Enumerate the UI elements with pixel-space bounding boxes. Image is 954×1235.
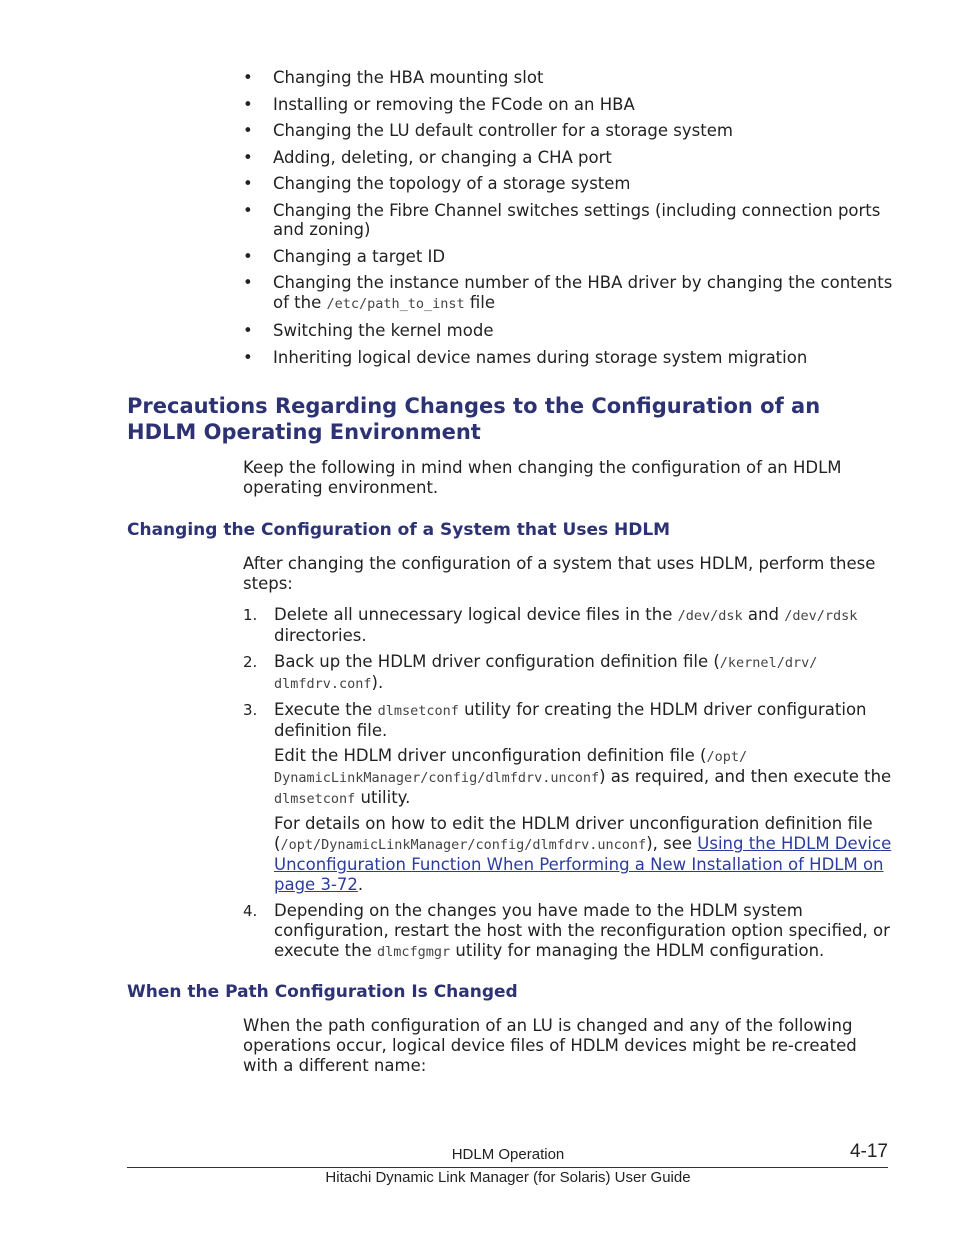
- step-item: 1. Delete all unnecessary logical device files in the /dev/dsk and /dev/rdsk directories.: [243, 605, 858, 645]
- subsection-intro: After changing the configuration of a system that uses HDLM, perform these steps:: [243, 554, 876, 593]
- step-note: Edit the HDLM driver unconfiguration definition file (/opt/ DynamicLinkManager/config/dlmfdrv.unconf) as required, and then execute the dlmsetconf utility.: [274, 746, 892, 807]
- footer-divider: [127, 1167, 888, 1168]
- list-item: • Changing a target ID: [243, 246, 446, 266]
- subsection-heading: When the Path Configuration Is Changed: [127, 982, 518, 1002]
- list-item: • Changing the LU default controller for a storage system: [243, 121, 733, 140]
- list-item: • Adding, deleting, or changing a CHA port: [243, 147, 612, 167]
- footer-guide-title: Hitachi Dynamic Link Manager (for Solaris) User Guide: [325, 1169, 691, 1186]
- list-item: • Changing the topology of a storage system: [243, 174, 631, 193]
- list-item: • Installing or removing the FCode on an HBA: [243, 94, 635, 114]
- step-item: 3. Execute the dlmsetconf utility for creating the HDLM driver configuration definition file. Edit the HDLM driver unconfiguration definition file (/opt/ DynamicLinkManager/config/dlmfdrv.unconf) as required, and then execute the dlmsetconf utility. For details on how to edit the HDLM driver unconfiguration definition file (/opt/DynamicLinkManager/config/dlmfdrv.unconf), see Using the HDLM Device Unconfiguration Function When Performing a New Installation of HDLM on page 3-72.: [243, 700, 892, 894]
- list-item: • Changing the instance number of the HBA driver by changing the contents of the /etc/path_to_inst file: [243, 273, 893, 312]
- change-list: [243, 68, 893, 374]
- step-item: 2. Back up the HDLM driver configuration definition file (/kernel/drv/ dlmfdrv.conf).: [243, 652, 818, 692]
- subsection-intro: When the path configuration of an LU is changed and any of the following operations occur, logical device files of HDLM devices might be re-created with a different name:: [243, 1016, 857, 1075]
- list-item: • Switching the kernel mode: [243, 321, 494, 340]
- footer-chapter: HDLM Operation: [451, 1146, 565, 1163]
- cross-reference-link[interactable]: Using the HDLM Device Unconfiguration Function When Performing a New Installation of HDLM on page 3-72: [274, 834, 892, 894]
- steps-list: [243, 605, 893, 968]
- step-note: For details on how to edit the HDLM driver unconfiguration definition file (/opt/DynamicLinkManager/config/dlmfdrv.unconf), see Using the HDLM Device Unconfiguration Function When Performing a New Installation of HDLM on page 3-72.: [274, 814, 892, 894]
- code-path: /etc/path_to_inst: [326, 295, 465, 312]
- section-intro: Keep the following in mind when changing the configuration of an HDLM operating environment.: [243, 458, 842, 497]
- section-heading: Precautions Regarding Changes to the Configuration of an HDLM Operating Environment: [127, 394, 821, 444]
- page-number: 4-17: [849, 1141, 888, 1162]
- list-item: • Changing the Fibre Channel switches settings (including connection ports and zoning): [243, 200, 881, 239]
- step-item: 4. Depending on the changes you have made to the HDLM system configuration, restart the host with the reconfiguration option specified, or execute the dlmcfgmgr utility for managing the HDLM configuration.: [243, 901, 890, 960]
- list-item: • Inheriting logical device names during storage system migration: [243, 347, 808, 367]
- subsection-heading: Changing the Configuration of a System that Uses HDLM: [127, 520, 671, 540]
- list-item: • Changing the HBA mounting slot: [243, 68, 544, 87]
